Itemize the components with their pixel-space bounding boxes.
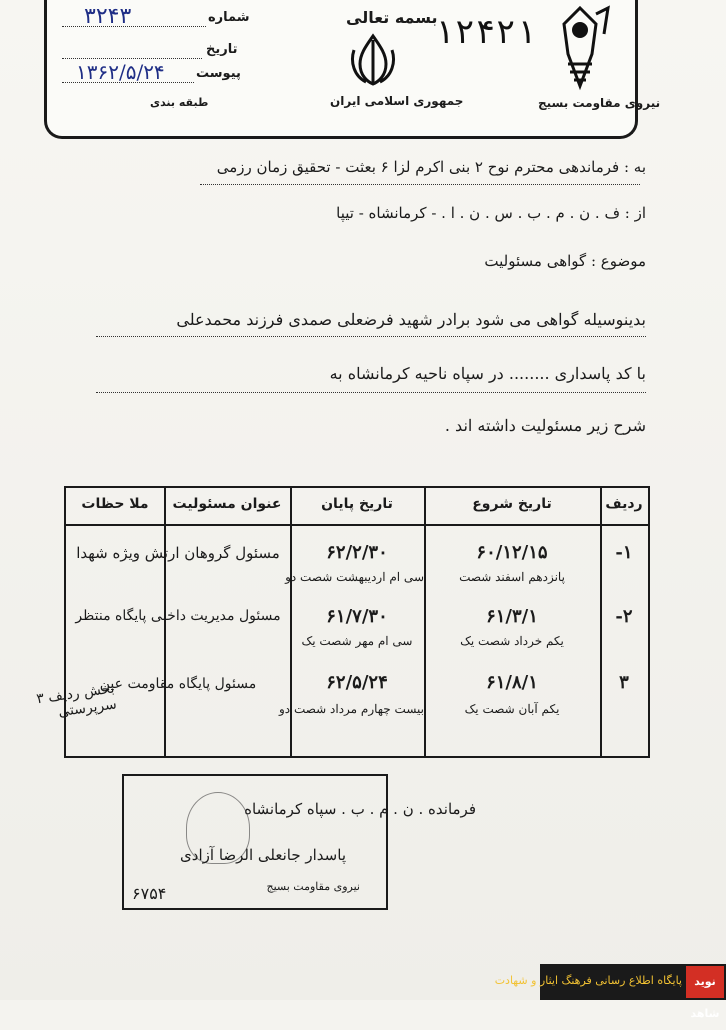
body-line-1: بدینوسیله گواهی می شود برادر شهید فرضعلی صمدی فرزند محمدعلی bbox=[176, 310, 646, 329]
signature-line-1: فرمانده . ن . م . ب . سپاه کرمانشاه bbox=[244, 800, 476, 818]
row2-index: ۲- bbox=[615, 606, 633, 627]
body-underline-1 bbox=[96, 336, 646, 337]
date-line bbox=[62, 58, 202, 59]
site-logo: نوید شاهد bbox=[686, 966, 724, 998]
row3-end: ۶۲/۵/۲۴ bbox=[326, 672, 388, 693]
to-line: به : فرماندهی محترم نوح ۲ بنی اکرم لزا ۶ بعثت - تحقیق زمان رزمی bbox=[216, 158, 646, 176]
site-banner bbox=[494, 964, 726, 1020]
stamp-text: نیروی مقاومت بسیج bbox=[266, 880, 360, 893]
row1-title: مسئول گروهان ارتش ویژه شهدا bbox=[76, 544, 280, 562]
date-value: ۱۳۶۲/۵/۲۴ bbox=[76, 60, 165, 84]
row1-end-note: سی ام اردیبهشت شصت دو bbox=[285, 570, 424, 584]
body-line-3: شرح زیر مسئولیت داشته اند . bbox=[444, 416, 646, 435]
header-title: عنوان مسئولیت bbox=[172, 496, 282, 512]
to-underline bbox=[200, 184, 640, 185]
iran-emblem-icon bbox=[346, 32, 400, 88]
header-notes: ملا حظات bbox=[81, 496, 149, 512]
basij-org-name: نیروی مقاومت بسیج bbox=[538, 96, 661, 110]
row2-title: مسئول مدیریت داخلی پایگاه منتظر bbox=[75, 608, 281, 624]
number-label: شماره bbox=[208, 10, 250, 25]
table-header-divider bbox=[66, 524, 648, 526]
date-label: تاریخ bbox=[206, 42, 238, 57]
row2-end: ۶۱/۷/۳۰ bbox=[326, 606, 388, 627]
subject-line: موضوع : گواهی مسئولیت bbox=[484, 252, 646, 270]
header-end: تاریخ پایان bbox=[321, 496, 393, 512]
header-start: تاریخ شروع bbox=[472, 496, 552, 512]
body-underline-2 bbox=[96, 392, 646, 393]
row1-index: ۱- bbox=[615, 542, 633, 563]
from-line: از : ف . ن . م . ب . س . ن . ا . - کرمانشاه - تیپا bbox=[336, 204, 646, 222]
row2-end-note: سی ام مهر شصت یک bbox=[301, 634, 413, 648]
responsibility-table bbox=[64, 486, 650, 758]
row1-start-note: پانزدهم اسفند شصت bbox=[459, 570, 565, 584]
classification-label: طبقه بندی bbox=[150, 96, 209, 109]
basij-emblem-icon bbox=[548, 4, 612, 94]
registry-number: ۱۲۴۲۱ bbox=[434, 12, 537, 52]
site-banner-text: پایگاه اطلاع رسانی فرهنگ ایثار و شهادت bbox=[494, 974, 682, 987]
body-line-2: با کد پاسداری ........ در سپاه ناحیه کرمانشاه به bbox=[329, 364, 646, 383]
row2-start: ۶۱/۳/۱ bbox=[486, 606, 538, 627]
row1-end: ۶۲/۲/۳۰ bbox=[326, 542, 388, 563]
header-row: ردیف bbox=[605, 496, 643, 512]
row3-start-note: یکم آبان شصت یک bbox=[464, 702, 560, 716]
row3-index: ۳ bbox=[619, 672, 629, 693]
row3-start: ۶۱/۸/۱ bbox=[486, 672, 538, 693]
margin-note: بخش ردیف ۳ سرپرستی bbox=[35, 680, 118, 721]
number-value: ۳۲۴۳ bbox=[84, 4, 132, 29]
attachment-label: پیوست bbox=[196, 66, 241, 81]
row2-start-note: یکم خرداد شصت یک bbox=[460, 634, 564, 648]
row3-end-note: بیست چهارم مرداد شصت دو bbox=[279, 702, 424, 716]
signature-line-2: پاسدار جانعلی الرضا آزادی bbox=[180, 846, 346, 864]
stamp-number: ۶۷۵۴ bbox=[132, 884, 167, 903]
row1-start: ۶۰/۱۲/۱۵ bbox=[476, 542, 548, 563]
republic-subtitle: جمهوری اسلامی ایران bbox=[330, 94, 464, 108]
bismillah-title: بسمه تعالی bbox=[346, 8, 438, 27]
row3-title: مسئول پایگاه مقاومت عین bbox=[99, 676, 257, 692]
